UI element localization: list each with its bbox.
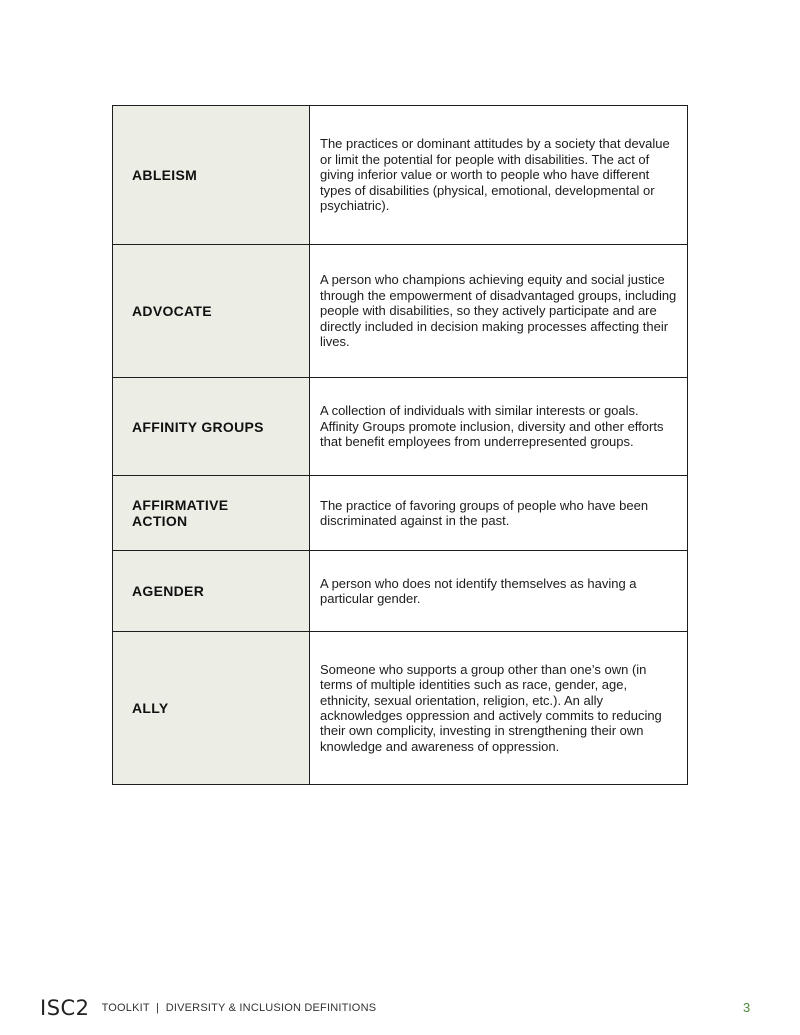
footer-title: TOOLKIT | DIVERSITY & INCLUSION DEFINITIONS — [101, 1002, 377, 1014]
description-cell — [310, 551, 688, 632]
description-cell — [310, 245, 688, 378]
term-cell — [113, 378, 310, 476]
term-cell — [113, 106, 310, 245]
table-row — [113, 245, 688, 378]
description-cell — [310, 476, 688, 551]
term-description: The practice of favoring groups of people who have been discriminated against in the past. — [320, 497, 649, 528]
table-row — [113, 632, 688, 785]
term-label: AGENDER — [132, 583, 205, 599]
description-cell — [310, 106, 688, 245]
page-footer — [40, 996, 376, 1020]
description-cell — [310, 378, 688, 476]
term-description: The practices or dominant attitudes by a society that devalue or limit the potential for people with disabilities. The act of giving inferior value or worth to people who have different types of disabilities (physical, emotional, developmental or psychiatric). — [320, 136, 670, 214]
term-label: ABLEISM — [132, 167, 198, 183]
term-cell — [113, 551, 310, 632]
term-label: AFFIRMATIVE ACTION — [132, 497, 229, 529]
definitions-table — [112, 105, 688, 785]
term-label: ADVOCATE — [132, 303, 212, 319]
table-row — [113, 106, 688, 245]
term-label: AFFINITY GROUPS — [132, 418, 264, 435]
term-description: A person who does not identify themselves as having a particular gender. — [320, 575, 637, 606]
term-cell — [113, 632, 310, 785]
term-label: ALLY — [132, 700, 169, 716]
term-description: Someone who supports a group other than one’s own (in terms of multiple identities such as race, gender, age, ethnicity, sexual orientation, religion, etc.). An ally acknowledges oppression and actively commits to reducing their own complicity, investing in strengthening their own knowledge and awareness of oppression. — [320, 661, 662, 754]
term-description: A person who champions achieving equity and social justice through the empowerment of disadvantaged groups, including people with disabilities, so they actively participate and are directly included in decision making processes affecting their lives. — [320, 272, 677, 350]
table-row — [113, 378, 688, 476]
term-cell — [113, 245, 310, 378]
table-row — [113, 476, 688, 551]
term-description: A collection of individuals with similar interests or goals. Affinity Groups promote inclusion, diversity and other efforts that benefit employees from underrepresented groups. — [320, 403, 664, 450]
term-cell — [113, 476, 310, 551]
table-row — [113, 551, 688, 632]
page-number: 3 — [743, 1000, 751, 1015]
description-cell — [310, 632, 688, 785]
isc2-logo: ISC2 — [40, 996, 90, 1020]
